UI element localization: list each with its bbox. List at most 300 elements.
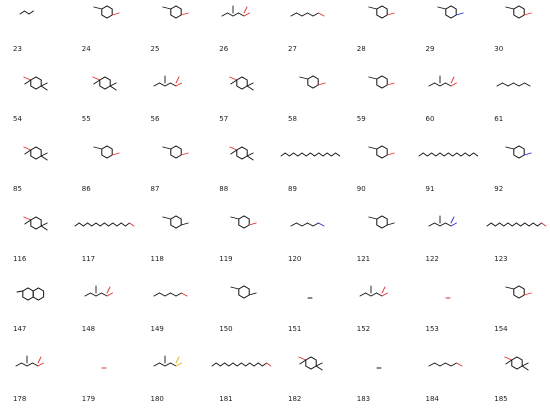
ring — [31, 217, 41, 229]
molecule-cell — [69, 210, 138, 280]
bond — [165, 293, 171, 296]
bond — [313, 13, 319, 16]
bond — [302, 223, 308, 226]
bond — [249, 293, 256, 295]
molecule-structure — [210, 280, 270, 312]
ring — [170, 216, 180, 228]
bond — [369, 147, 377, 149]
bond — [456, 363, 462, 366]
bond — [291, 13, 297, 16]
molecule-structure — [4, 350, 64, 382]
molecule-cell — [413, 210, 482, 280]
bond — [419, 153, 423, 156]
bond — [435, 153, 439, 156]
bond — [506, 147, 514, 149]
bond — [125, 223, 129, 226]
molecule-cell — [413, 70, 482, 140]
molecule-label: 117 — [81, 255, 96, 263]
bond — [230, 77, 237, 80]
bond — [445, 223, 451, 226]
bond — [101, 293, 107, 296]
bond — [176, 293, 182, 296]
bond — [519, 83, 525, 86]
molecule-structure — [210, 210, 270, 242]
molecule-cell — [344, 70, 413, 140]
bond — [522, 363, 528, 366]
bond — [162, 217, 170, 219]
molecule-label: 28 — [356, 45, 366, 53]
bond — [365, 293, 371, 296]
molecule-label: 116 — [13, 255, 27, 263]
bond — [231, 80, 237, 84]
ring — [377, 216, 387, 228]
molecule-cell — [481, 210, 550, 280]
bond — [24, 217, 31, 220]
molecule-structure — [73, 350, 133, 382]
molecule-label: 89 — [288, 185, 297, 193]
bond — [456, 13, 463, 15]
molecule-label: 90 — [356, 185, 366, 193]
bond — [440, 223, 446, 226]
bond — [469, 153, 473, 156]
bond — [181, 223, 188, 225]
molecule-cell — [413, 280, 482, 350]
molecule-cell — [413, 0, 482, 70]
bond — [445, 83, 451, 86]
bond — [289, 153, 293, 156]
bond — [154, 293, 160, 296]
ring — [377, 76, 387, 88]
bond — [242, 363, 246, 366]
bond — [429, 223, 435, 226]
molecule-structure — [279, 210, 339, 242]
molecule-cell — [481, 70, 550, 140]
bond — [233, 13, 239, 16]
bond — [451, 363, 457, 366]
bond — [336, 153, 340, 156]
bond — [514, 83, 520, 86]
bond — [27, 363, 33, 366]
molecule-structure — [348, 350, 408, 382]
bond — [529, 223, 533, 226]
molecule-structure — [73, 70, 133, 102]
molecule-label: 154 — [494, 325, 508, 333]
bond — [444, 153, 448, 156]
bond — [244, 13, 250, 16]
molecule-cell — [69, 280, 138, 350]
bond — [318, 83, 325, 85]
bond — [233, 363, 237, 366]
bond — [212, 363, 216, 366]
bond — [473, 153, 477, 156]
ring — [239, 286, 249, 298]
bond — [440, 153, 444, 156]
bond — [423, 153, 427, 156]
molecule-label: 121 — [356, 255, 371, 263]
molecule-label: 185 — [494, 395, 508, 403]
bond — [508, 83, 514, 86]
bond — [165, 83, 171, 86]
molecule-cell — [206, 70, 275, 140]
molecule-cell — [344, 0, 413, 70]
bond — [313, 223, 319, 226]
bond — [316, 366, 322, 370]
molecule-structure — [210, 0, 270, 32]
molecule-label: 150 — [219, 325, 233, 333]
molecule-structure — [142, 210, 202, 242]
bond — [500, 223, 504, 226]
bond — [20, 11, 25, 14]
bond — [434, 363, 440, 366]
bond — [247, 86, 253, 90]
bond — [434, 223, 440, 226]
bond — [456, 153, 460, 156]
molecule-cell — [206, 0, 275, 70]
molecule-structure — [142, 140, 202, 172]
molecule-label: 60 — [425, 115, 435, 123]
bond — [121, 223, 125, 226]
molecule-cell — [206, 280, 275, 350]
bond — [231, 217, 239, 219]
bond — [291, 223, 297, 226]
bond — [90, 293, 96, 296]
bond — [506, 287, 514, 289]
molecule-label: 92 — [494, 185, 504, 193]
molecule-structure — [417, 0, 477, 32]
molecule-cell — [138, 0, 207, 70]
bond — [244, 7, 247, 13]
molecule-structure — [210, 350, 270, 382]
molecule-structure — [417, 350, 477, 382]
bond — [108, 223, 112, 226]
bond — [96, 223, 100, 226]
bond — [427, 153, 431, 156]
bond — [522, 366, 528, 370]
molecule-cell — [69, 350, 138, 420]
bond — [38, 357, 41, 363]
bond — [41, 86, 47, 90]
molecule-cell — [344, 350, 413, 420]
bond — [181, 153, 188, 155]
bond — [25, 11, 30, 14]
bond — [87, 223, 91, 226]
bond — [308, 223, 314, 226]
bond — [267, 363, 271, 366]
molecule-label: 30 — [494, 45, 504, 53]
bond — [93, 77, 100, 80]
bond — [129, 223, 133, 226]
bond — [440, 363, 446, 366]
bond — [176, 83, 182, 86]
molecule-cell — [138, 210, 207, 280]
bond — [299, 357, 306, 360]
ring — [377, 146, 387, 158]
molecule-cell — [138, 350, 207, 420]
molecule-cell — [275, 210, 344, 280]
bond — [247, 153, 253, 156]
molecule-label: 88 — [219, 185, 229, 193]
bond — [327, 153, 331, 156]
bond — [294, 153, 298, 156]
bond — [491, 223, 495, 226]
molecule-structure — [4, 140, 64, 172]
bond — [25, 80, 31, 84]
bond — [24, 147, 31, 150]
molecule-cell — [413, 140, 482, 210]
molecule-structure — [210, 70, 270, 102]
bond — [176, 363, 182, 366]
molecule-structure — [417, 280, 477, 312]
molecule-cell — [206, 140, 275, 210]
molecule-structure — [485, 70, 545, 102]
bond — [159, 83, 165, 86]
ring — [237, 147, 247, 159]
molecule-structure — [348, 140, 408, 172]
molecule-structure — [4, 0, 64, 32]
bond — [319, 153, 323, 156]
bond — [448, 153, 452, 156]
bond — [170, 83, 176, 86]
molecule-cell — [413, 350, 482, 420]
ring — [377, 6, 387, 18]
molecule-label: 148 — [81, 325, 96, 333]
bond — [247, 156, 253, 160]
bond — [512, 223, 516, 226]
bond — [107, 293, 113, 296]
bond — [41, 83, 47, 86]
molecule-label: 181 — [219, 395, 233, 403]
bond — [508, 223, 512, 226]
bond — [181, 13, 188, 15]
bond — [228, 13, 234, 16]
bond — [85, 293, 91, 296]
molecule-label: 179 — [81, 395, 96, 403]
bond — [239, 13, 245, 16]
molecule-label: 151 — [288, 325, 302, 333]
bond — [308, 13, 314, 16]
molecule-cell — [275, 0, 344, 70]
bond — [440, 83, 446, 86]
molecule-label: 118 — [150, 255, 164, 263]
molecule-label: 24 — [81, 45, 91, 53]
molecule-structure — [4, 210, 64, 242]
bond — [496, 223, 500, 226]
bond — [112, 153, 119, 155]
bond — [387, 223, 394, 225]
molecule-cell — [481, 140, 550, 210]
molecule-structure — [142, 0, 202, 32]
bond — [533, 223, 537, 226]
molecule-cell — [0, 70, 69, 140]
molecule-cell — [69, 0, 138, 70]
bond — [159, 363, 165, 366]
molecule-label: 180 — [150, 395, 164, 403]
molecule-cell — [206, 210, 275, 280]
molecule-structure — [4, 70, 64, 102]
bond — [445, 363, 451, 366]
molecule-label: 86 — [81, 185, 91, 193]
ring — [445, 6, 455, 18]
molecule-label: 56 — [150, 115, 160, 123]
molecule-structure — [348, 210, 408, 242]
bond — [247, 83, 253, 86]
molecule-label: 23 — [13, 45, 22, 53]
bond — [94, 7, 102, 9]
bond — [297, 223, 303, 226]
bond — [431, 153, 435, 156]
bond — [94, 80, 100, 84]
bond — [360, 293, 366, 296]
bond — [451, 77, 454, 83]
bond — [38, 363, 44, 366]
molecule-structure — [279, 0, 339, 32]
bond — [176, 357, 179, 363]
bond — [75, 223, 79, 226]
molecule-structure — [73, 0, 133, 32]
molecule-cell — [275, 140, 344, 210]
bond — [429, 83, 435, 86]
molecule-structure — [210, 140, 270, 172]
bond — [250, 363, 254, 366]
bond — [331, 153, 335, 156]
bond — [181, 293, 187, 296]
molecule-cell — [481, 280, 550, 350]
bond — [104, 223, 108, 226]
bond — [25, 220, 31, 224]
bond — [246, 363, 250, 366]
bond — [225, 363, 229, 366]
bond — [83, 223, 87, 226]
bond — [369, 7, 377, 9]
bond — [300, 77, 308, 79]
molecule-label: 182 — [288, 395, 302, 403]
molecule-cell — [481, 0, 550, 70]
bond — [281, 153, 285, 156]
bond — [162, 7, 170, 9]
bond — [300, 360, 306, 364]
bond — [524, 13, 531, 15]
bond — [165, 363, 171, 366]
molecule-structure — [417, 210, 477, 242]
molecule-structure — [485, 350, 545, 382]
molecule-structure — [348, 70, 408, 102]
molecule-label: 120 — [288, 255, 302, 263]
bond — [33, 363, 39, 366]
bond — [387, 13, 394, 15]
bond — [113, 223, 117, 226]
bond — [254, 363, 258, 366]
molecule-label: 54 — [13, 115, 22, 123]
molecule-cell — [344, 140, 413, 210]
molecule-cell — [206, 350, 275, 420]
bond — [437, 7, 445, 9]
ring — [31, 147, 41, 159]
bond — [487, 223, 491, 226]
bond — [159, 293, 165, 296]
bond — [504, 223, 508, 226]
molecule-structure — [279, 280, 339, 312]
bond — [154, 83, 160, 86]
bond — [452, 153, 456, 156]
ring — [102, 6, 112, 18]
bond — [41, 156, 47, 160]
bond — [497, 83, 503, 86]
bond — [29, 11, 34, 14]
molecule-label: 149 — [150, 325, 164, 333]
molecule-label: 58 — [288, 115, 297, 123]
bond — [506, 7, 514, 9]
ring — [514, 6, 524, 18]
molecule-label: 25 — [150, 45, 160, 53]
bond — [461, 153, 465, 156]
molecule-label: 153 — [425, 325, 439, 333]
bond — [41, 153, 47, 156]
bond — [387, 83, 394, 85]
bond — [525, 223, 529, 226]
molecule-cell — [138, 70, 207, 140]
molecule-cell — [0, 350, 69, 420]
molecule-structure — [279, 70, 339, 102]
bond — [107, 287, 110, 293]
molecule-cell — [275, 350, 344, 420]
bond — [387, 153, 394, 155]
ring — [512, 357, 522, 369]
bond — [319, 223, 325, 226]
bond — [216, 363, 220, 366]
bond — [100, 223, 104, 226]
molecule-structure — [348, 280, 408, 312]
molecule-structure — [485, 210, 545, 242]
bond — [24, 77, 31, 80]
molecule-cell — [138, 140, 207, 210]
bond — [110, 83, 116, 86]
molecule-cell — [481, 350, 550, 420]
molecule-label: 119 — [219, 255, 233, 263]
ring — [308, 76, 318, 88]
bond — [521, 223, 525, 226]
molecule-label: 59 — [356, 115, 366, 123]
bond — [17, 291, 23, 292]
molecule-label: 55 — [81, 115, 91, 123]
molecule-structure — [348, 0, 408, 32]
molecule-cell — [0, 280, 69, 350]
molecule-label: 183 — [356, 395, 371, 403]
bond — [16, 363, 22, 366]
molecule-label: 184 — [425, 395, 439, 403]
bond — [222, 13, 228, 16]
bond — [369, 77, 377, 79]
bond — [306, 153, 310, 156]
bond — [162, 147, 170, 149]
molecule-structure — [485, 140, 545, 172]
molecule-label: 91 — [425, 185, 435, 193]
ring — [23, 288, 33, 300]
bond — [451, 83, 457, 86]
bond — [524, 153, 531, 155]
molecule-cell — [344, 280, 413, 350]
bond — [302, 13, 308, 16]
molecule-label: 85 — [13, 185, 22, 193]
bond — [298, 153, 302, 156]
molecule-label: 152 — [356, 325, 371, 333]
molecule-label: 27 — [288, 45, 297, 53]
bond — [315, 153, 319, 156]
ring — [514, 286, 524, 298]
bond — [176, 77, 179, 83]
molecule-structure — [142, 70, 202, 102]
molecule-structure — [485, 280, 545, 312]
molecule-structure — [142, 350, 202, 382]
